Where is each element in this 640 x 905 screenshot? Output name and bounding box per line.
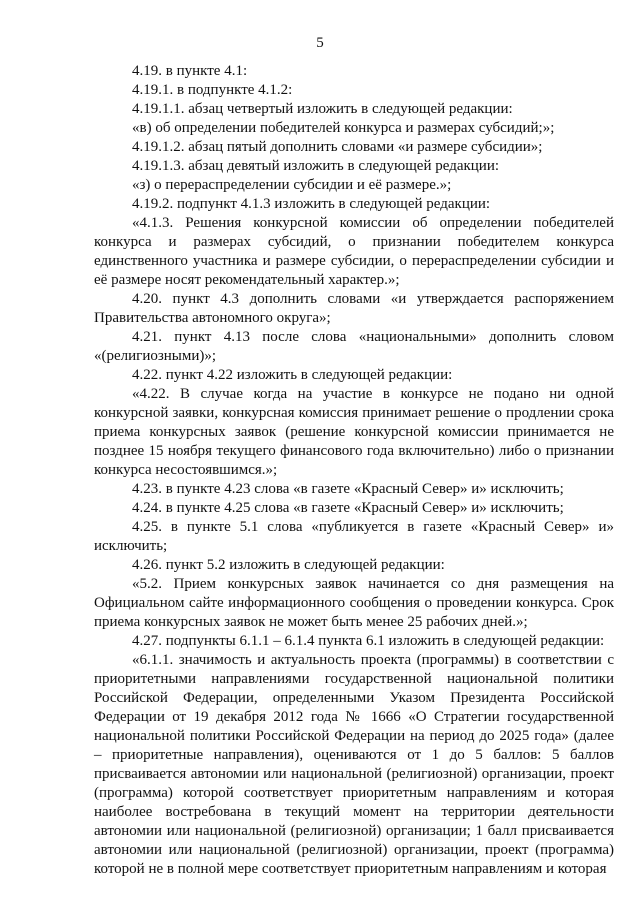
paragraph: 4.23. в пункте 4.23 слова «в газете «Красный Север» и» исключить; (132, 481, 564, 497)
paragraph: 4.19.1.3. абзац девятый изложить в следующей редакции: (132, 158, 500, 174)
paragraph: 4.20. пункт 4.3 дополнить словами «и утверждается распоряжением Правительства автономного округа»; (94, 291, 614, 326)
paragraph: «в) об определении победителей конкурса и размерах субсидий;»; (132, 120, 555, 136)
paragraph: 4.24. в пункте 4.25 слова «в газете «Красный Север» и» исключить; (132, 500, 564, 516)
paragraph: 4.19.1.2. абзац пятый дополнить словами «и размере субсидии»; (132, 139, 543, 155)
paragraph: «з) о перераспределении субсидии и её размере.»; (132, 177, 452, 193)
paragraph: 4.19.1. в подпункте 4.1.2: (132, 82, 293, 98)
paragraph: «5.2. Прием конкурсных заявок начинается со дня размещения на Официальном сайте информационного сообщения о проведении конкурса. Срок приема конкурсных заявок не может быть менее 25 рабочих дней.»; (94, 576, 614, 630)
paragraph: «4.1.3. Решения конкурсной комиссии об определении победителей конкурса и размерах субсидий, о признании победителем конкурса единственного участника и размере субсидии, о перераспределении субсидии и её размере носят рекомендательный характер.»; (94, 215, 614, 288)
paragraph: 4.19.2. подпункт 4.1.3 изложить в следующей редакции: (132, 196, 491, 212)
paragraph: 4.22. пункт 4.22 изложить в следующей редакции: (132, 367, 453, 383)
paragraph: «6.1.1. значимость и актуальность проекта (программы) в соответствии с приоритетными направлениями государственной национальной политики Российской Федерации, определенными Указом Президента Российской Федерации от 19 декабря 2012 года № 1666 «О Стратегии государственной национальной политики Российской Федерации на период до 2025 года» (далее – приоритетные направления), оцениваются от 1 до 5 баллов: 5 баллов присваивается автономии или национальной (религиозной) организации, проект (программа) которой соответствует приоритетным направлениям и которая наиболее востребована в текущий момент на территории деятельности автономии или национальной (религиозной) организации; 1 балл присваивается автономии или национальной (религиозной) организации, проект (программа) которой не в полной мере соответствует приоритетным направлениям и которая (94, 652, 614, 877)
paragraph: 4.21. пункт 4.13 после слова «национальными» дополнить словом «(религиозными)»; (94, 329, 614, 364)
paragraph: 4.27. подпункты 6.1.1 – 6.1.4 пункта 6.1 изложить в следующей редакции: (132, 633, 605, 649)
paragraph: 4.25. в пункте 5.1 слова «публикуется в газете «Красный Север» и» исключить; (94, 519, 614, 554)
document-body (94, 62, 614, 879)
paragraph: 4.19.1.1. абзац четвертый изложить в следующей редакции: (132, 101, 513, 117)
paragraph: 4.26. пункт 5.2 изложить в следующей редакции: (132, 557, 445, 573)
page-number: 5 (316, 35, 324, 51)
paragraph: «4.22. В случае когда на участие в конкурсе не подано ни одной конкурсной заявки, конкурсная комиссия принимает решение о продлении срока приема конкурсных заявок (решение конкурсной комиссии принимается не позднее 15 ноября текущего финансового года включительно) либо о признании конкурса несостоявшимся.»; (94, 386, 614, 478)
paragraph: 4.19. в пункте 4.1: (132, 63, 248, 79)
